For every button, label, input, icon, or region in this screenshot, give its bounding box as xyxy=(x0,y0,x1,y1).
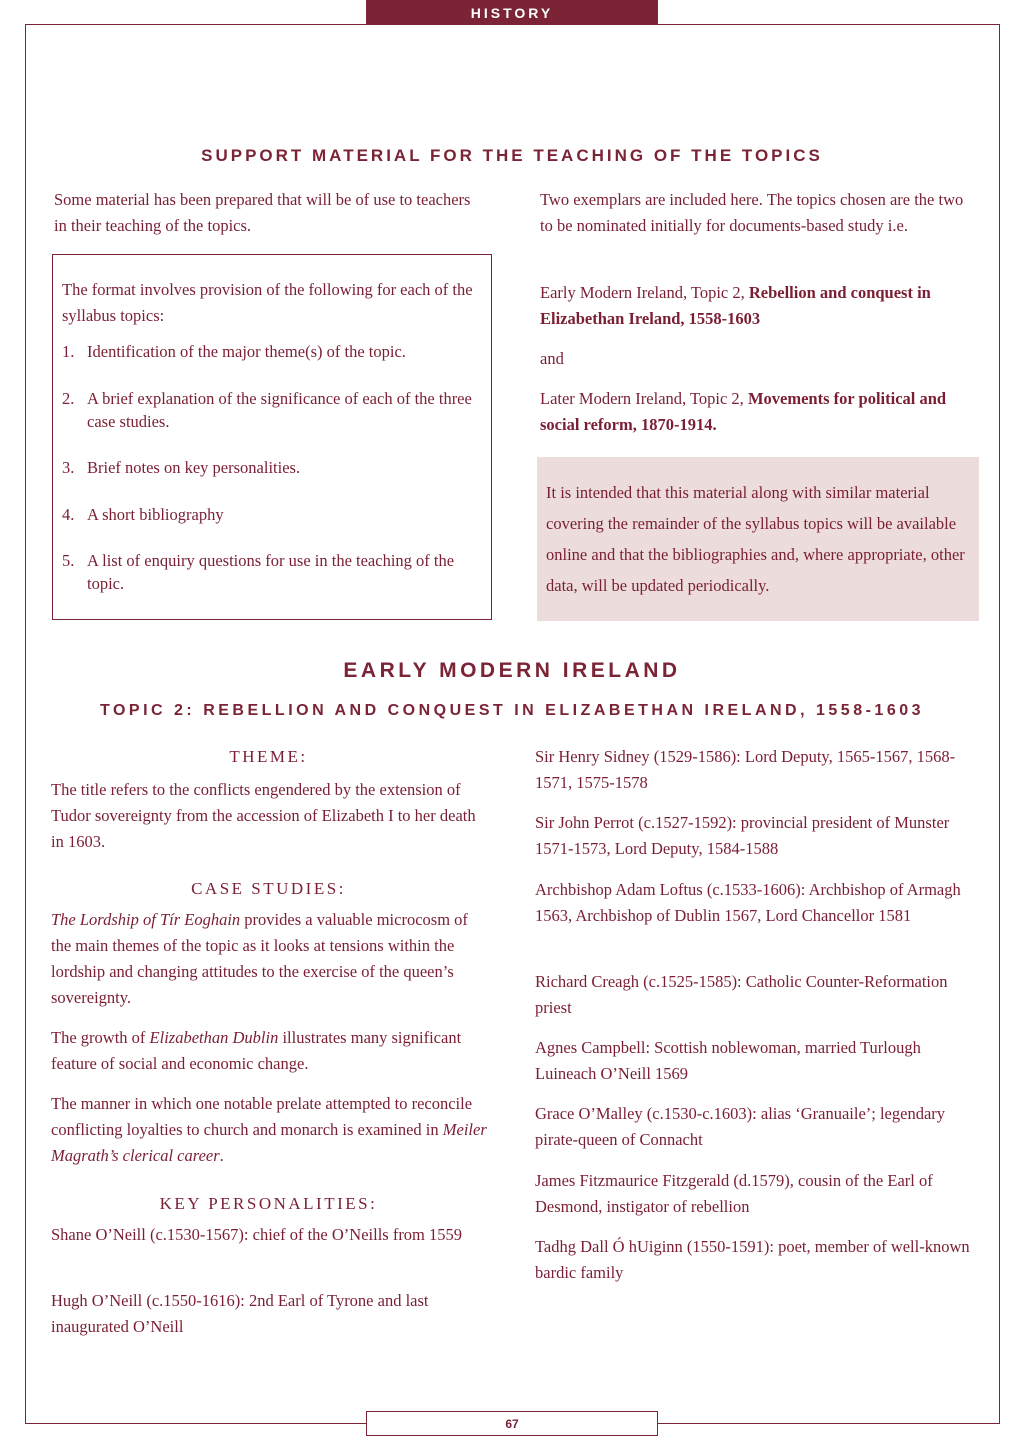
list-number: 1. xyxy=(62,342,75,361)
section-tab: HISTORY xyxy=(366,0,658,25)
theme-text: The title refers to the conflicts engendered by the extension of Tudor sovereignty from the accession of Elizabeth I to her death in 1603. xyxy=(51,780,476,851)
exemplar-2 xyxy=(540,386,980,438)
early-modern-heading: EARLY MODERN IRELAND xyxy=(343,659,681,682)
personality-entry: Archbishop Adam Loftus (c.1533-1606): Archbishop of Armagh 1563, Archbishop of Dublin 1567, Lord Chancellor 1581 xyxy=(535,880,961,925)
case-study-1 xyxy=(51,907,491,1011)
case-study-1-title: The Lordship of Tír Eoghain xyxy=(51,910,241,929)
personality-entry: James Fitzmaurice Fitzgerald (d.1579), cousin of the Earl of Desmond, instigator of rebellion xyxy=(535,1171,933,1216)
list-item-text: Brief notes on key personalities. xyxy=(87,458,301,477)
list-item-text: Identification of the major theme(s) of the topic. xyxy=(87,342,406,361)
list-item-text: A short bibliography xyxy=(87,505,224,524)
list-number: 4. xyxy=(62,505,75,524)
page-number: 67 xyxy=(366,1411,658,1436)
format-list-item xyxy=(62,549,482,595)
notice-box xyxy=(537,457,979,621)
case-study-1-text: provides a valuable microcosm of the main themes of the topic as it looks at tensions within the lordship and changing attitudes to the exercise of the queen’s sovereignty. xyxy=(51,910,468,1007)
personality-entry: Hugh O’Neill (c.1550-1616): 2nd Earl of Tyrone and last inaugurated O’Neill xyxy=(51,1291,429,1336)
format-list-item xyxy=(62,456,482,503)
format-list-item xyxy=(62,340,482,387)
topic-heading: TOPIC 2: REBELLION AND CONQUEST IN ELIZABETHAN IRELAND, 1558-1603 xyxy=(99,702,925,719)
case-study-2 xyxy=(51,1025,491,1077)
case-study-3-end: . xyxy=(219,1146,224,1165)
case-study-2-title: Elizabethan Dublin xyxy=(149,1028,279,1047)
personality-entry: Agnes Campbell: Scottish noblewoman, married Turlough Luineach O’Neill 1569 xyxy=(535,1038,921,1083)
case-study-3-pre: The manner in which one notable prelate attempted to reconcile conflicting loyalties to church and monarch is examined in xyxy=(51,1094,473,1139)
case-study-2-pre: The growth of xyxy=(51,1028,150,1047)
list-number: 2. xyxy=(62,389,75,408)
exemplar-1 xyxy=(540,280,980,332)
list-item-text: A list of enquiry questions for use in the teaching of the topic. xyxy=(87,551,455,593)
exemplar-1-prefix: Early Modern Ireland, Topic 2, xyxy=(540,283,749,302)
list-number: 5. xyxy=(62,551,75,570)
theme-heading: THEME: xyxy=(229,747,308,766)
personality-entry: Shane O’Neill (c.1530-1567): chief of the O’Neills from 1559 xyxy=(51,1225,463,1244)
support-right-paragraph: Two exemplars are included here. The topics chosen are the two to be nominated initially for documents-based study i.e. xyxy=(540,190,964,235)
list-number: 3. xyxy=(62,458,75,477)
format-intro: The format involves provision of the following for each of the syllabus topics: xyxy=(62,280,473,325)
personality-entry: Sir John Perrot (c.1527-1592): provincial president of Munster 1571-1573, Lord Deputy, 1584-1588 xyxy=(535,813,950,858)
support-heading: SUPPORT MATERIAL FOR THE TEACHING OF THE TOPICS xyxy=(201,146,823,165)
exemplar-2-title: Movements for political and social reform, 1870-1914. xyxy=(540,389,947,434)
notice-text: It is intended that this material along with similar material covering the remainder of the syllabus topics will be available online and that the bibliographies and, where appropriate, other data, will be updated periodically. xyxy=(546,483,965,595)
exemplar-1-title: Rebellion and conquest in Elizabethan Ireland, 1558-1603 xyxy=(540,283,931,328)
personality-entry: Sir Henry Sidney (1529-1586): Lord Deputy, 1565-1567, 1568-1571, 1575-1578 xyxy=(535,747,956,792)
key-personalities-heading: KEY PERSONALITIES: xyxy=(159,1194,378,1213)
support-left-paragraph: Some material has been prepared that will be of use to teachers in their teaching of the topics. xyxy=(54,190,471,235)
format-box xyxy=(52,254,492,620)
exemplar-2-prefix: Later Modern Ireland, Topic 2, xyxy=(540,389,748,408)
format-list xyxy=(62,340,482,595)
personality-entry: Richard Creagh (c.1525-1585): Catholic Counter-Reformation priest xyxy=(535,972,948,1017)
case-studies-heading: CASE STUDIES: xyxy=(191,879,346,898)
format-list-item xyxy=(62,387,482,456)
case-study-3 xyxy=(51,1091,491,1169)
and-text: and xyxy=(540,349,564,368)
personality-entry: Grace O’Malley (c.1530-c.1603): alias ‘Granuaile’; legendary pirate-queen of Connacht xyxy=(535,1104,946,1149)
list-item-text: A brief explanation of the significance of each of the three case studies. xyxy=(87,389,472,431)
format-list-item xyxy=(62,503,482,549)
case-study-2-text: illustrates many significant feature of social and economic change. xyxy=(51,1028,462,1073)
case-study-3-title: Meiler Magrath’s clerical career xyxy=(51,1120,487,1165)
personality-entry: Tadhg Dall Ó hUiginn (1550-1591): poet, member of well-known bardic family xyxy=(535,1237,970,1282)
